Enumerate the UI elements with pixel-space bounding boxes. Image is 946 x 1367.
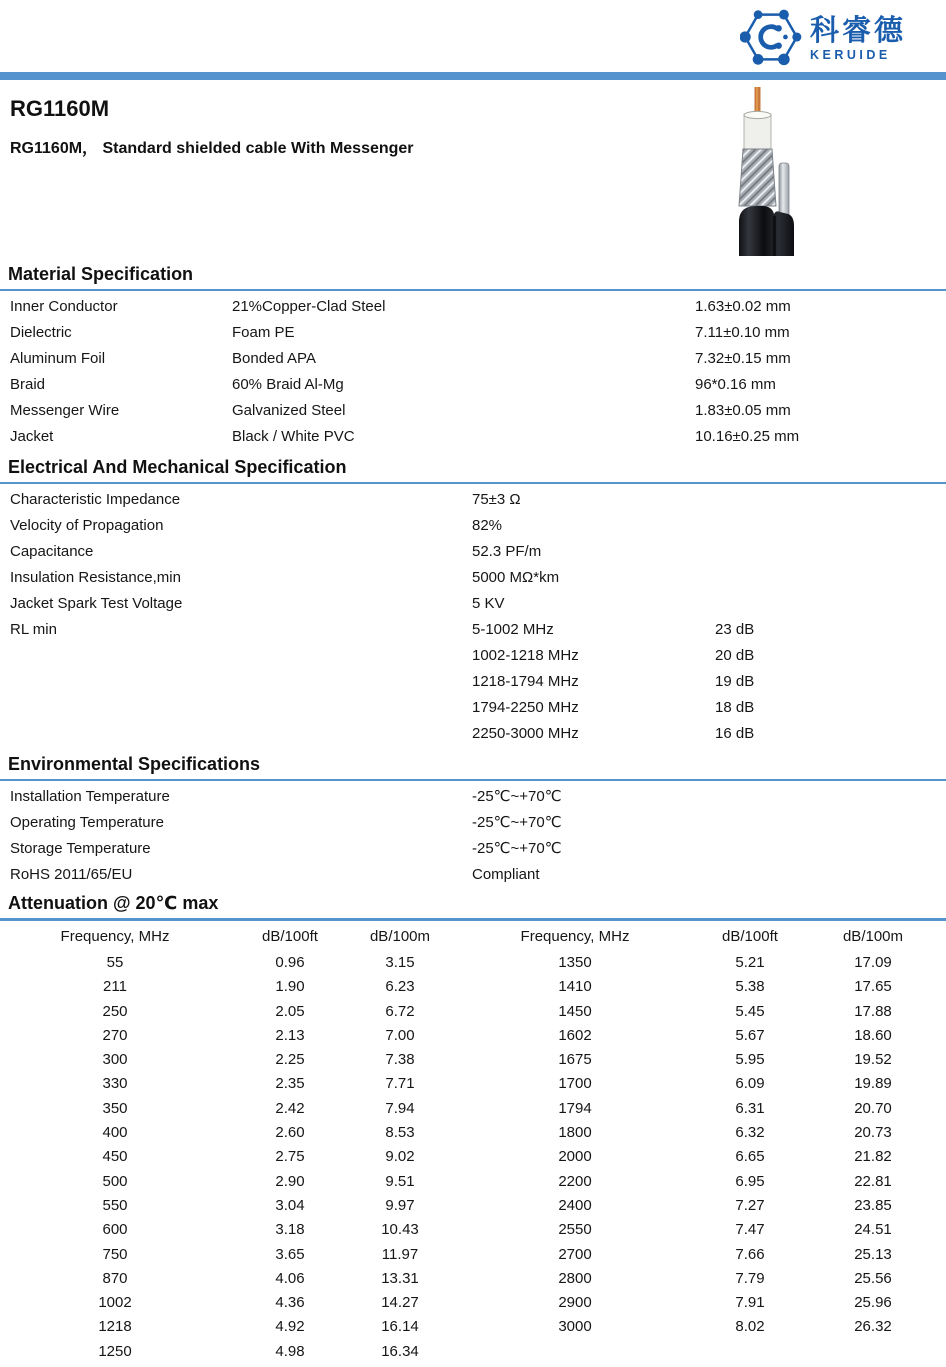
table-cell: Foam PE (232, 324, 295, 341)
brand-wordmark (810, 17, 906, 62)
table-cell: 8.02 (735, 1318, 765, 1336)
table-cell: Dielectric (10, 324, 72, 341)
attenuation-row (0, 1097, 946, 1121)
table-cell: Compliant (472, 866, 540, 883)
material-spec-row (10, 424, 946, 450)
table-cell: 9.51 (385, 1172, 415, 1190)
electrical-spec-row (10, 617, 946, 643)
table-cell: -25℃~+70℃ (472, 788, 562, 805)
table-cell: 300 (102, 1051, 128, 1069)
table-cell: 0.96 (275, 954, 305, 971)
brand-name-english: KERUIDE (809, 48, 891, 63)
table-cell: 1800 (558, 1124, 592, 1142)
table-cell: 1794 (558, 1099, 592, 1117)
table-cell: 11.97 (381, 1245, 419, 1263)
table-cell: 22.81 (854, 1172, 892, 1190)
brand-name-chinese: 科睿德 (809, 15, 906, 48)
table-cell: 500 (102, 1172, 128, 1190)
table-cell: 1002 (98, 1294, 132, 1312)
attenuation-row (0, 1000, 946, 1024)
attenuation-row (0, 1291, 946, 1315)
attenuation-row (0, 1315, 946, 1339)
table-cell: 270 (102, 1026, 128, 1044)
table-cell: 1.63±0.02 mm (695, 298, 791, 315)
table-cell: 23 dB (715, 621, 755, 638)
table-cell: 2800 (558, 1269, 592, 1287)
table-cell: Bonded APA (232, 350, 316, 367)
electrical-spec-row (10, 591, 946, 617)
table-cell: 7.91 (735, 1294, 765, 1312)
table-cell: 52.3 PF/m (472, 543, 542, 560)
table-cell: 2.13 (275, 1026, 305, 1044)
table-cell: 550 (102, 1196, 128, 1214)
table-cell: 5.38 (735, 978, 765, 996)
table-cell: 16 dB (715, 725, 755, 742)
environmental-specifications-heading: Environmental Specifications (8, 754, 261, 774)
section-rule (0, 918, 946, 921)
material-specification-heading: Material Specification (8, 264, 194, 284)
table-cell: RoHS 2011/65/EU (10, 866, 133, 883)
table-cell: 5-1002 MHz (472, 621, 554, 638)
table-cell: 4.98 (275, 1342, 305, 1360)
table-cell: 5.21 (735, 954, 765, 971)
table-cell: 1.83±0.05 mm (695, 402, 791, 419)
table-cell: 211 (103, 978, 127, 996)
table-cell: 20.70 (854, 1099, 892, 1117)
brand-logo (740, 6, 906, 73)
table-cell: 7.38 (385, 1051, 415, 1069)
table-cell: Insulation Resistance,min (10, 569, 181, 586)
table-cell: 1675 (558, 1051, 592, 1069)
attenuation-row (0, 1024, 946, 1048)
material-spec-row (10, 320, 946, 346)
table-cell: 17.09 (854, 954, 892, 971)
table-cell: 9.02 (385, 1148, 415, 1166)
table-cell: Inner Conductor (10, 298, 118, 315)
table-cell: 2.35 (275, 1075, 305, 1093)
table-cell: 1450 (558, 1002, 592, 1020)
table-cell: 8.53 (385, 1124, 415, 1142)
table-cell: 4.92 (275, 1318, 305, 1336)
table-cell: 3.04 (275, 1196, 305, 1214)
table-cell: 1002-1218 MHz (472, 647, 579, 664)
table-cell: 7.71 (385, 1075, 415, 1093)
table-cell: 350 (102, 1099, 128, 1117)
table-cell: 3.18 (275, 1221, 305, 1239)
attenuation-table (0, 951, 946, 1364)
environmental-specifications-section (0, 747, 946, 888)
table-cell: 19.89 (854, 1075, 892, 1093)
table-cell: 21.82 (854, 1148, 892, 1166)
table-cell: 2700 (558, 1245, 592, 1263)
attenuation-row (0, 1145, 946, 1169)
column-header: dB/100m (842, 928, 904, 945)
column-header: dB/100m (369, 928, 431, 945)
table-cell: Messenger Wire (10, 402, 120, 419)
table-cell: 7.79 (735, 1269, 765, 1287)
table-cell: 750 (102, 1245, 128, 1263)
product-title: RG1160M (10, 96, 110, 121)
attenuation-row (0, 1340, 946, 1364)
material-spec-row (10, 346, 946, 372)
table-cell: 5 KV (472, 595, 505, 612)
table-cell: 23.85 (854, 1196, 892, 1214)
table-cell: 600 (102, 1221, 128, 1239)
attenuation-row (0, 1267, 946, 1291)
table-cell: 4.36 (275, 1294, 305, 1312)
table-cell: Galvanized Steel (232, 402, 346, 419)
column-header: Frequency, MHz (60, 928, 170, 945)
table-cell: 17.88 (854, 1002, 892, 1020)
table-cell: 1350 (558, 954, 592, 971)
table-cell: 870 (102, 1269, 128, 1287)
table-cell: 4.06 (275, 1269, 305, 1287)
table-cell: Aluminum Foil (10, 350, 106, 367)
table-cell: 16.34 (381, 1342, 419, 1360)
table-cell: 6.65 (735, 1148, 765, 1166)
table-cell: 6.31 (735, 1099, 765, 1117)
material-specification-table (0, 294, 946, 450)
table-cell: 20.73 (854, 1124, 892, 1142)
attenuation-row (0, 1072, 946, 1096)
table-cell: 3000 (558, 1318, 592, 1336)
table-cell: 55 (106, 954, 124, 971)
table-cell: 2550 (558, 1221, 592, 1239)
attenuation-row (0, 1243, 946, 1267)
material-specification-section (0, 258, 946, 450)
environmental-specifications-table (0, 784, 946, 888)
attenuation-heading: Attenuation @ 20℃ max (8, 893, 219, 913)
table-cell: Installation Temperature (10, 788, 170, 805)
table-cell: 5000 MΩ*km (472, 569, 560, 586)
table-cell: 7.00 (385, 1026, 415, 1044)
table-cell: Storage Temperature (10, 840, 151, 857)
table-cell: 14.27 (381, 1294, 419, 1312)
table-cell: 2.90 (275, 1172, 305, 1190)
attenuation-row (0, 1170, 946, 1194)
column-header: dB/100ft (722, 928, 778, 945)
table-cell: Braid (10, 376, 46, 393)
table-cell: 25.13 (854, 1245, 892, 1263)
product-subtitle: RG1160M， Standard shielded cable With Messenger (10, 140, 414, 157)
table-cell: 7.47 (735, 1221, 765, 1239)
table-cell: 1410 (558, 978, 592, 996)
table-cell: 2400 (558, 1196, 592, 1214)
table-cell: 7.94 (385, 1099, 415, 1117)
electrical-spec-row (10, 695, 946, 721)
electrical-spec-row (10, 669, 946, 695)
environmental-spec-row (10, 810, 946, 836)
environmental-spec-row (10, 784, 946, 810)
table-cell: -25℃~+70℃ (472, 814, 562, 831)
electrical-specification-section (0, 450, 946, 747)
table-cell: 5.67 (735, 1026, 765, 1044)
table-cell: 10.16±0.25 mm (695, 428, 800, 445)
table-cell: 82% (472, 517, 503, 534)
section-rule (0, 482, 946, 484)
electrical-spec-row (10, 513, 946, 539)
electrical-spec-row (10, 487, 946, 513)
table-cell: 16.14 (381, 1318, 419, 1336)
table-cell: 330 (102, 1075, 128, 1093)
table-cell: 7.66 (735, 1245, 765, 1263)
table-cell: Black / White PVC (232, 428, 355, 445)
table-cell: 1218 (98, 1318, 132, 1336)
table-cell: 25.96 (854, 1294, 892, 1312)
table-cell: -25℃~+70℃ (472, 840, 562, 857)
table-cell: 2.42 (275, 1099, 305, 1117)
attenuation-section (0, 888, 946, 1364)
table-cell: Operating Temperature (10, 814, 164, 831)
table-cell: 1700 (558, 1075, 592, 1093)
material-spec-row (10, 294, 946, 320)
column-header: dB/100ft (262, 928, 318, 945)
attenuation-row (0, 1218, 946, 1242)
page-header (0, 0, 946, 72)
table-cell: 450 (102, 1148, 128, 1166)
table-cell: 3.65 (275, 1245, 305, 1263)
attenuation-table-header (0, 923, 946, 951)
material-spec-row (10, 372, 946, 398)
table-cell: 7.32±0.15 mm (695, 350, 791, 367)
table-cell: 6.23 (385, 978, 415, 996)
table-cell: 6.95 (735, 1172, 765, 1190)
attenuation-row (0, 975, 946, 999)
table-cell: 19.52 (854, 1051, 892, 1069)
table-cell: 2.60 (275, 1124, 305, 1142)
table-cell: 1.90 (275, 978, 305, 996)
cable-product-image (710, 86, 810, 256)
table-cell: 2250-3000 MHz (472, 725, 579, 742)
table-cell: 6.32 (735, 1124, 765, 1142)
table-cell: 7.27 (735, 1196, 765, 1214)
table-cell: Velocity of Propagation (10, 517, 164, 534)
table-cell: 3.15 (385, 954, 415, 971)
attenuation-row (0, 1121, 946, 1145)
table-cell: 6.09 (735, 1075, 765, 1093)
electrical-spec-row (10, 539, 946, 565)
table-cell: 60% Braid Al-Mg (232, 376, 344, 393)
table-cell: 1250 (98, 1342, 132, 1360)
attenuation-row (0, 1194, 946, 1218)
electrical-specification-heading: Electrical And Mechanical Specification (8, 457, 347, 477)
table-cell: 2200 (558, 1172, 592, 1190)
table-cell: 17.65 (854, 978, 892, 996)
table-cell: 96*0.16 mm (695, 376, 776, 393)
table-cell: 7.11±0.10 mm (695, 324, 790, 341)
table-cell: Jacket (10, 428, 54, 445)
table-cell: 9.97 (385, 1196, 415, 1214)
table-cell: 21%Copper-Clad Steel (232, 298, 386, 315)
table-cell: RL min (10, 621, 57, 638)
material-spec-row (10, 398, 946, 424)
table-cell: 18 dB (715, 699, 755, 716)
table-cell: 2000 (558, 1148, 592, 1166)
column-header: Frequency, MHz (520, 928, 630, 945)
attenuation-row (0, 1048, 946, 1072)
table-cell: 1218-1794 MHz (472, 673, 579, 690)
table-cell: 24.51 (854, 1221, 892, 1239)
keruide-hexagon-logo-icon (740, 6, 802, 73)
table-cell: Capacitance (10, 543, 94, 560)
table-cell: 10.43 (381, 1221, 419, 1239)
table-cell: 2.25 (275, 1051, 305, 1069)
section-rule (0, 779, 946, 781)
attenuation-row (0, 951, 946, 975)
table-cell: 5.45 (735, 1002, 765, 1020)
table-cell: Jacket Spark Test Voltage (10, 595, 183, 612)
table-cell: 2.05 (275, 1002, 305, 1020)
table-cell: 1794-2250 MHz (472, 699, 579, 716)
table-cell: 5.95 (735, 1051, 765, 1069)
table-cell: 18.60 (854, 1026, 892, 1044)
electrical-spec-row (10, 643, 946, 669)
header-divider-bar (0, 72, 946, 80)
electrical-spec-row (10, 721, 946, 747)
electrical-spec-row (10, 565, 946, 591)
table-cell: Characteristic Impedance (10, 491, 181, 508)
table-cell: 250 (102, 1002, 128, 1020)
table-cell: 2900 (558, 1294, 592, 1312)
table-cell: 6.72 (385, 1002, 415, 1020)
environmental-spec-row (10, 836, 946, 862)
table-cell: 26.32 (854, 1318, 892, 1336)
table-cell: 19 dB (715, 673, 755, 690)
intro-section (0, 80, 946, 258)
table-cell: 75±3 Ω (472, 491, 521, 508)
section-rule (0, 289, 946, 291)
table-cell: 20 dB (715, 647, 755, 664)
table-cell: 2.75 (275, 1148, 305, 1166)
electrical-specification-table (0, 487, 946, 747)
environmental-spec-row (10, 862, 946, 888)
table-cell: 1602 (558, 1026, 592, 1044)
table-cell: 400 (102, 1124, 128, 1142)
table-cell: 13.31 (381, 1269, 419, 1287)
table-cell: 25.56 (854, 1269, 892, 1287)
